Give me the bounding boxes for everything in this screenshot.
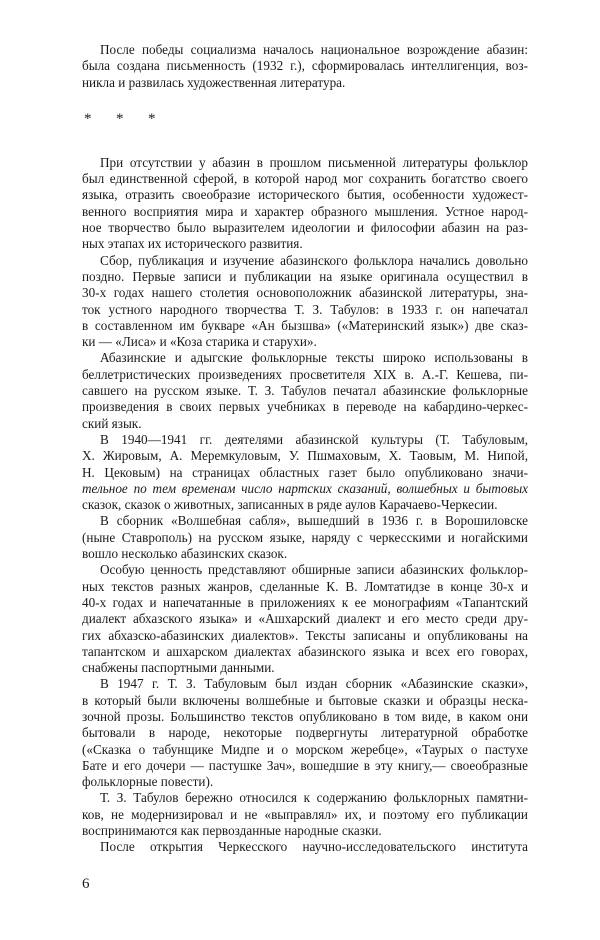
text-line: (ныне Ставрополь) на русском языке, наряду с черкесскими и ногайскими	[82, 529, 528, 545]
text-line: воспринимаются как первозданные народные сказки.	[82, 823, 382, 839]
text-line: Н. Цековым) на страницах областных газет было опубликовано значи-	[82, 464, 528, 480]
text-line: фольклорные повести).	[82, 774, 214, 790]
text-line: 30-х годах нашего столетия основоположник абазинской литературы, зна-	[82, 285, 528, 301]
text-line: была создана письменность (1932 г.), сформировалась интеллигенция, воз-	[82, 58, 528, 74]
text-line: 40-х годах и напечатанные в приложениях к ее монографиям «Тапантский	[82, 594, 528, 610]
text-line: ский язык.	[82, 415, 142, 431]
paragraph	[82, 42, 528, 91]
paragraph	[82, 676, 528, 790]
paragraph	[82, 253, 528, 351]
text-line: Абазинские и адыгские фольклорные тексты широко использованы в	[100, 350, 528, 366]
paragraph	[82, 790, 528, 839]
text-line: беллетристических произведениях просветителя XIX в. А.-Г. Кешева, пи-	[82, 366, 528, 382]
text-line: В 1940—1941 гг. деятелями абазинской культуры (Т. Табуловым,	[100, 431, 528, 447]
page-body	[82, 42, 528, 856]
text-line: был единственной сферой, в которой народ мог сохранить богатство своего	[82, 171, 528, 187]
text-line: диалект абхазского языка» и «Ашхарский диалект и его место среди дру-	[82, 611, 528, 627]
text-line: вошло несколько абазинских сказок.	[82, 546, 288, 562]
text-line: ки — «Лиса» и «Коза старика и старухи».	[82, 334, 317, 350]
text-line: бытовали в народе, некоторые подвергнуты литературной обработке	[82, 725, 528, 741]
asterisk: *	[84, 110, 92, 127]
text-line: никла и развилась художественная литература.	[82, 74, 346, 90]
page-number: 6	[82, 876, 90, 892]
paragraph	[82, 155, 528, 253]
text-line: В 1947 г. Т. З. Табуловым был издан сборник «Абазинские сказки»,	[100, 676, 528, 692]
asterisk: *	[116, 110, 124, 127]
paragraph	[82, 350, 528, 431]
text-line: в составленном им букваре «Ан бызшва» («Материнский язык») две сказ-	[82, 317, 528, 333]
text-line: сказок, сказок о животных, записанных в ряде аулов Карачаево-Черкесии.	[82, 497, 498, 513]
paragraph	[82, 513, 528, 562]
paragraph	[82, 562, 528, 676]
text-line: зочной прозы. Большинство текстов опубликовано в том виде, в каком они	[82, 708, 528, 724]
section-separator	[82, 91, 528, 155]
text-line: савшего на русском языке. Т. З. Табулов печатал абазинские фольклорные	[82, 383, 528, 399]
text-line: Т. З. Табулов бережно относился к содержанию фольклорных памятни-	[100, 790, 528, 806]
text-line: языка, отразить своеобразие исторического бытия, особенности художест-	[82, 187, 528, 203]
text-line: тапантском и ашхарском диалектах абазинского языка и всех его говорах,	[82, 643, 528, 659]
text-line: ных текстов разных жанров, сделанные К. В. Ломтатидзе в конце 30-х и	[82, 578, 528, 594]
text-line: После победы социализма началось национальное возрождение абазин:	[100, 42, 528, 57]
text-line: тельное по тем временам число нартских сказаний, волшебных и бытовых	[82, 480, 528, 496]
text-line: ных этапах их исторического развития.	[82, 236, 303, 252]
text-line: ток устного народного творчества Т. З. Табулов: в 1933 г. он напечатал	[82, 301, 528, 317]
text-line: («Сказка о табунщике Мидпе и о морском жеребце», «Таурых о пастухе	[82, 741, 528, 757]
text-line: Сбор, публикация и изучение абазинского фольклора начались довольно	[100, 252, 528, 268]
text-line: венного восприятия мира и характер образного мышления. Устное народ-	[82, 203, 528, 219]
text-line: ков, не модернизировал и не «выправлял» их, и поэтому его публикации	[82, 806, 528, 822]
text-line: Х. Жировым, А. Меремкуловым, У. Пшмаховым, Х. Таовым, М. Нипой,	[82, 448, 528, 464]
text-line: После открытия Черкесского научно-исследовательского института	[100, 839, 528, 855]
paragraph	[82, 432, 528, 513]
text-line: При отсутствии у абазин в прошлом письменной литературы фольклор	[100, 154, 528, 170]
paragraph	[82, 839, 528, 855]
text-line: Особую ценность представляют обширные записи абазинских фольклор-	[100, 562, 528, 578]
asterisk: *	[148, 110, 156, 127]
text-line: Бате и его дочери — пастушке Зач», вошедшие в эту книгу,— своеобразные	[82, 757, 528, 773]
text-line: снабжены паспортными данными.	[82, 660, 275, 676]
text-line: в который были включены волшебные и бытовые сказки и образцы неска-	[82, 692, 528, 708]
text-line: ное творчество было выразителем идеологии и философии абазин на раз-	[82, 220, 528, 236]
text-line: произведения в своих первых учебниках в переводе на кабардино-черкес-	[82, 399, 528, 415]
text-line: поздно. Первые записи и публикации на языке оригинала осуществил в	[82, 268, 528, 284]
text-line: В сборник «Волшебная сабля», вышедший в 1936 г. в Ворошиловске	[100, 513, 528, 529]
text-line: гих абхазско-абазинских диалектов». Тексты записаны и опубликованы на	[82, 627, 528, 643]
